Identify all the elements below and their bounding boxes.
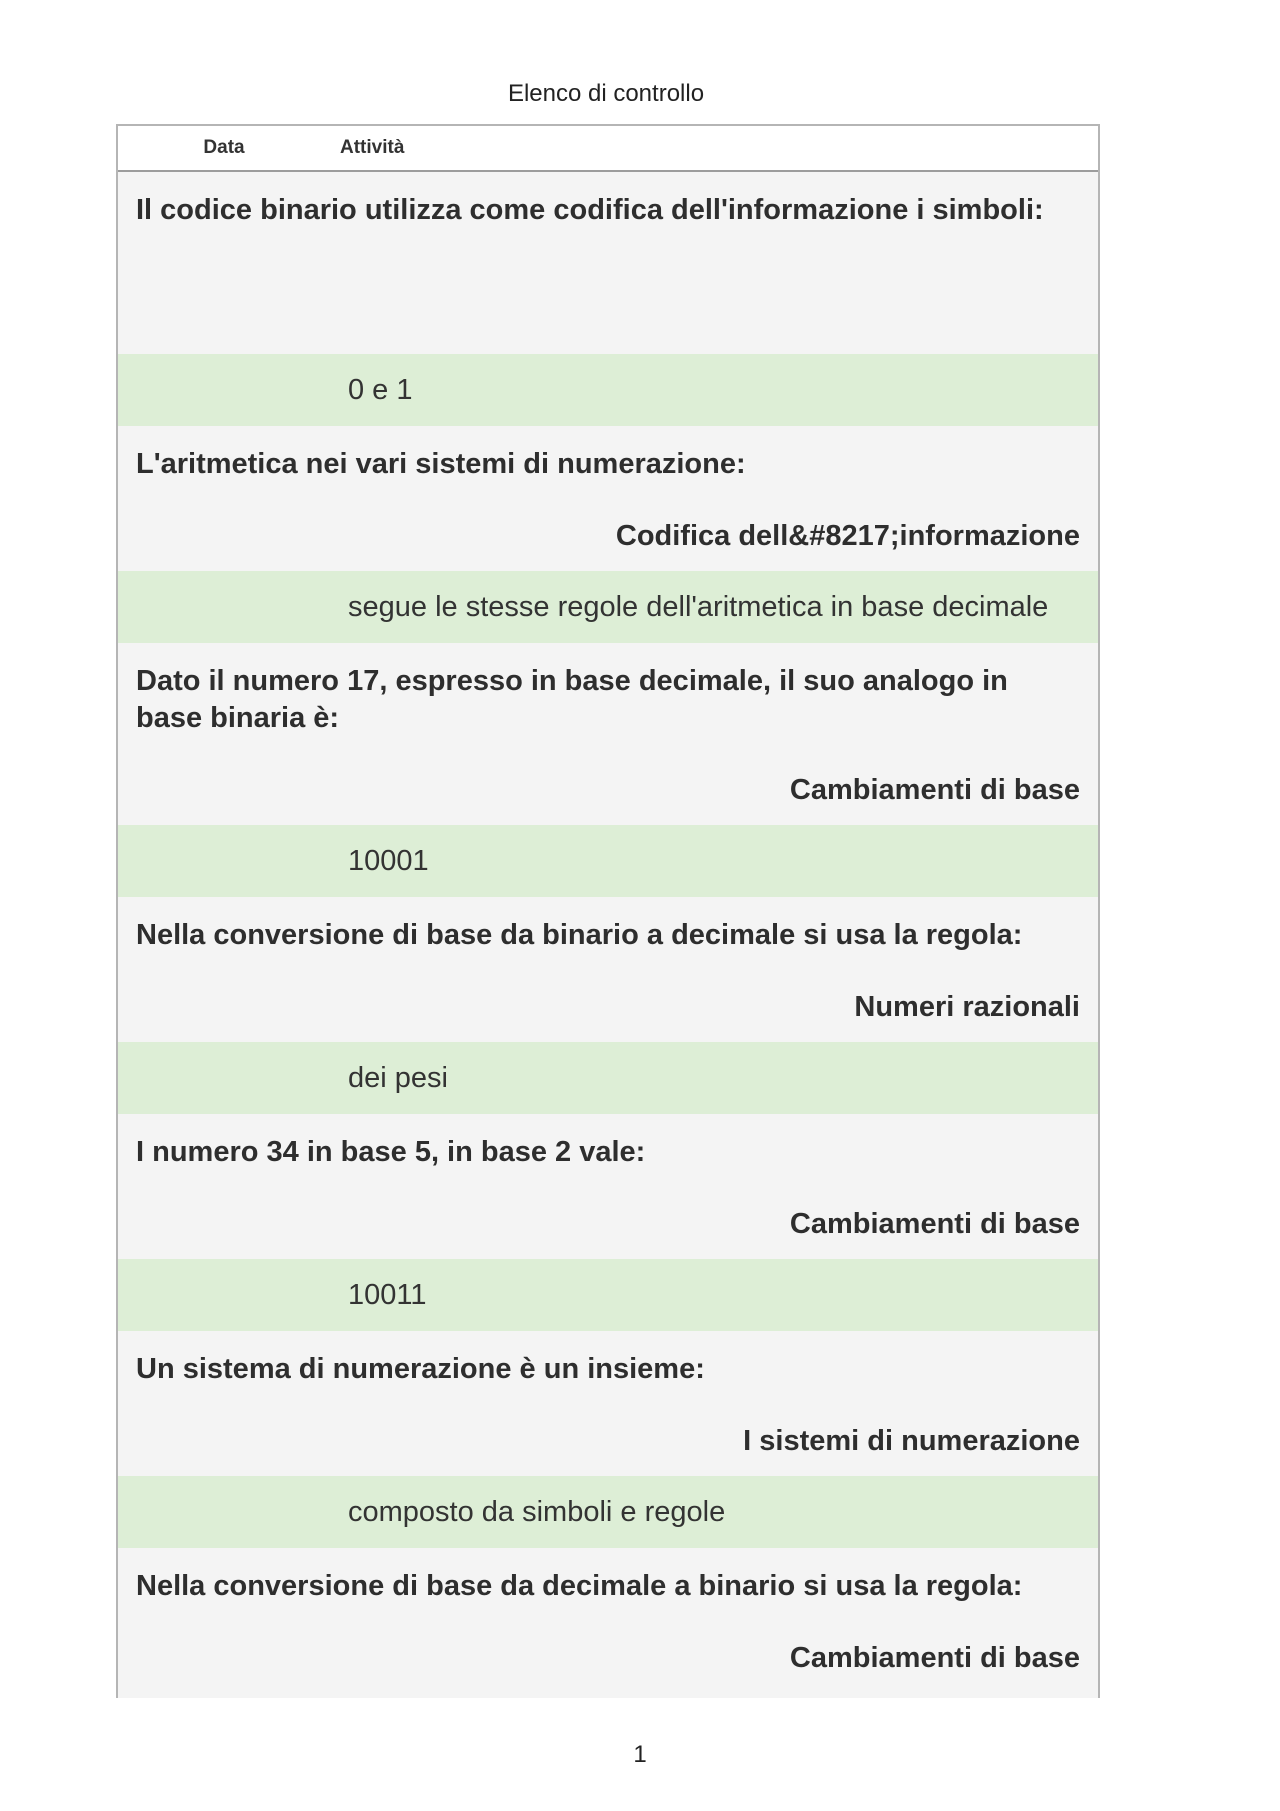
question-row xyxy=(118,643,1098,825)
checklist-table xyxy=(116,124,1100,1698)
answer-text: 10001 xyxy=(348,845,429,877)
answer-date-cell xyxy=(118,354,330,426)
question-row xyxy=(118,1548,1098,1693)
question-text: I numero 34 in base 5, in base 2 vale: xyxy=(136,1136,646,1168)
question-text: Dato il numero 17, espresso in base decimale, il suo analogo in base binaria è: xyxy=(136,665,1008,734)
answer-row xyxy=(118,825,1098,897)
question-category: Numeri razionali xyxy=(854,991,1080,1023)
question-row xyxy=(118,897,1098,1042)
question-text: Nella conversione di base da decimale a binario si usa la regola: xyxy=(136,1570,1023,1602)
answer-date-cell xyxy=(118,1259,330,1331)
answer-row xyxy=(118,1259,1098,1331)
document-title: Elenco di controllo xyxy=(507,80,705,107)
answer-text: segue le stesse regole dell'aritmetica in base decimale xyxy=(348,591,1049,623)
question-category: Cambiamenti di base xyxy=(789,1208,1080,1240)
question-category: Cambiamenti di base xyxy=(789,774,1080,806)
answer-text: 10011 xyxy=(348,1279,427,1311)
answer-date-cell xyxy=(118,1476,330,1548)
answer-text: 0 e 1 xyxy=(348,374,413,406)
question-category: Codifica dell&#8217;informazione xyxy=(615,520,1080,552)
table-header-row xyxy=(118,126,1098,172)
answer-row xyxy=(118,1042,1098,1114)
question-row xyxy=(118,1331,1098,1476)
question-category: Cambiamenti di base xyxy=(789,1642,1080,1674)
header-attivita: Attività xyxy=(340,137,405,158)
answer-text: dei pesi xyxy=(348,1062,448,1094)
answer-date-cell xyxy=(118,1042,330,1114)
question-text: Un sistema di numerazione è un insieme: xyxy=(136,1353,705,1385)
question-row xyxy=(118,1114,1098,1259)
answer-row xyxy=(118,1476,1098,1548)
question-text: Il codice binario utilizza come codifica dell'informazione i simboli: xyxy=(136,194,1044,226)
question-row xyxy=(118,426,1098,571)
question-text: L'aritmetica nei vari sistemi di numerazione: xyxy=(136,448,746,480)
question-row xyxy=(118,172,1098,354)
answer-date-cell xyxy=(118,571,330,643)
answer-date-cell xyxy=(118,825,330,897)
header-data: Data xyxy=(203,137,245,158)
answer-text: composto da simboli e regole xyxy=(348,1496,726,1528)
answer-row xyxy=(118,571,1098,643)
question-text: Nella conversione di base da binario a decimale si usa la regola: xyxy=(136,919,1023,951)
page-number: 1 xyxy=(633,1741,647,1768)
answer-row xyxy=(118,354,1098,426)
question-category: I sistemi di numerazione xyxy=(743,1425,1080,1457)
